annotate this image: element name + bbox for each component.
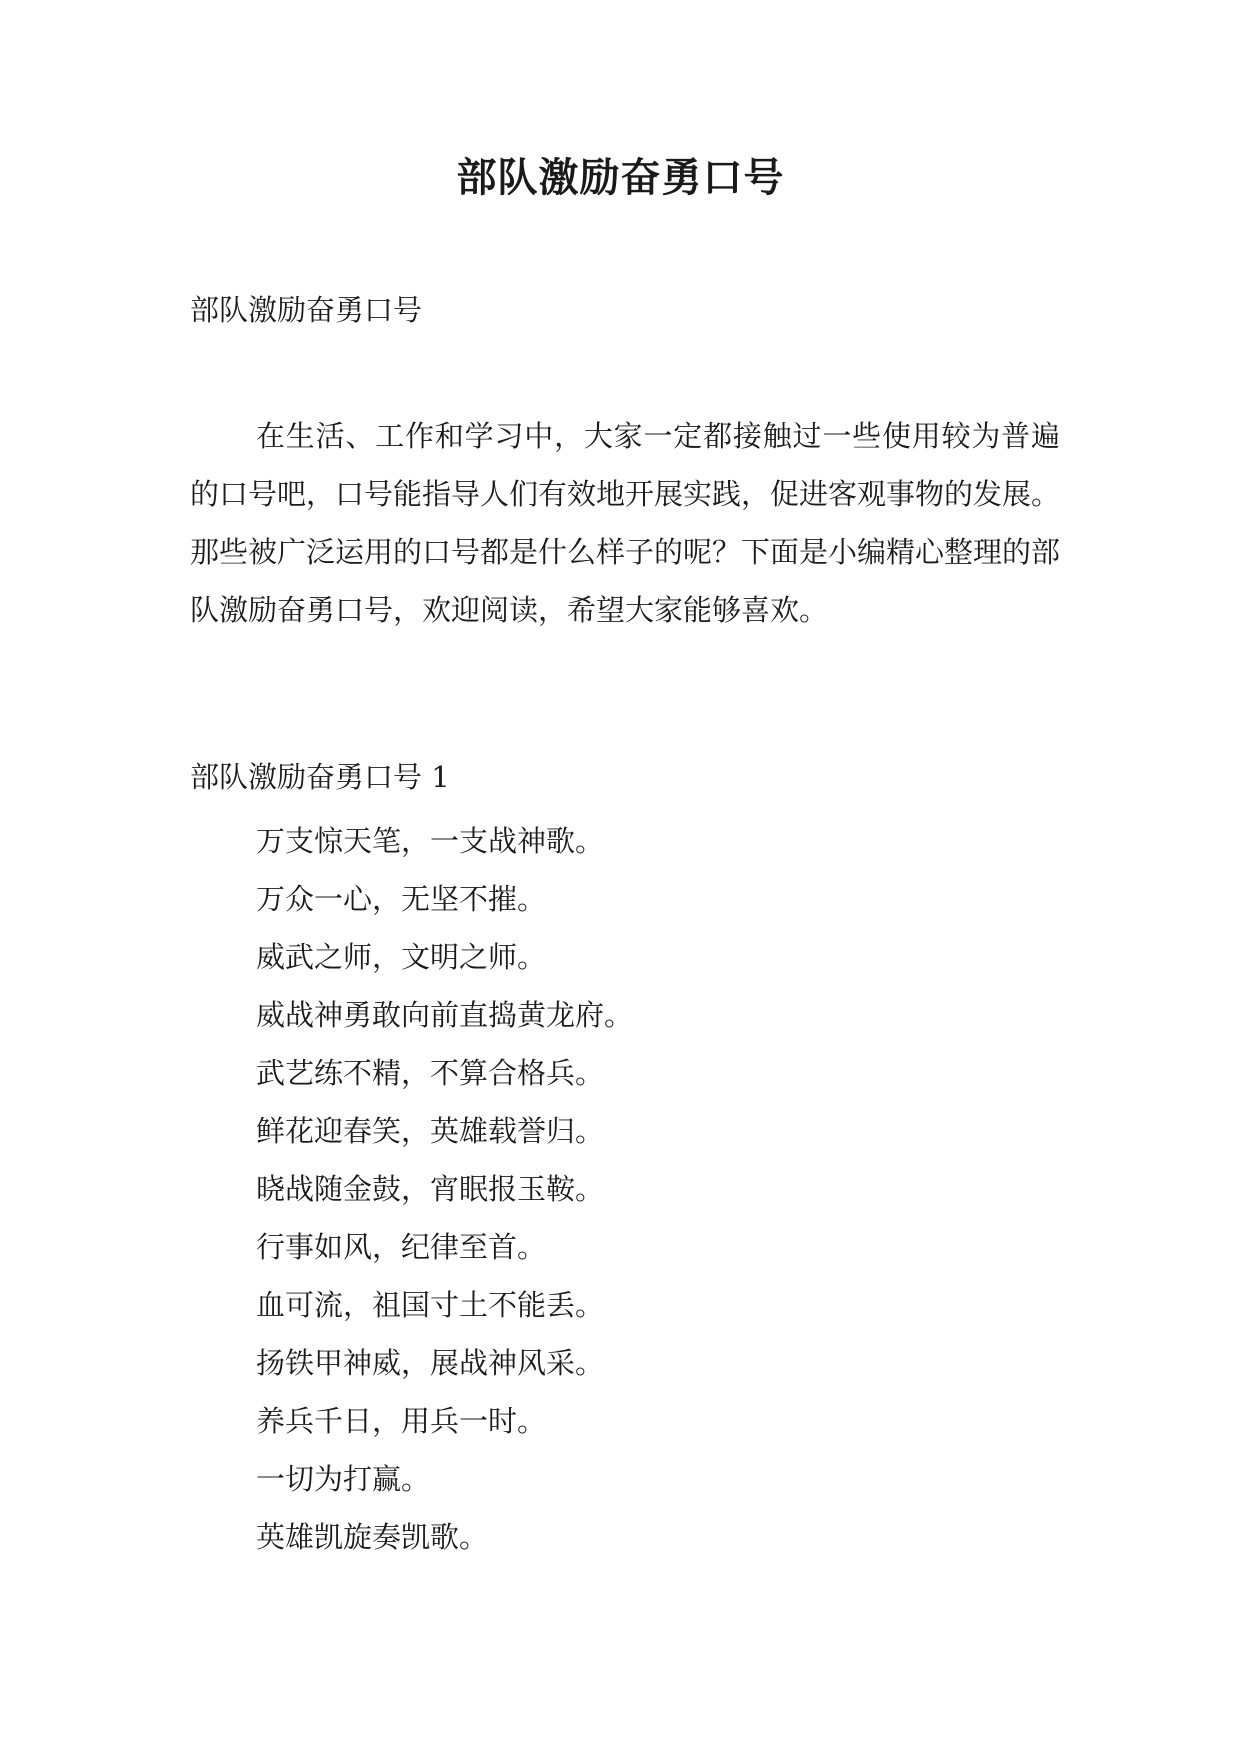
slogan-item: 威武之师，文明之师。 <box>256 940 547 974</box>
slogan-item: 武艺练不精，不算合格兵。 <box>256 1056 605 1090</box>
section-heading: 部队激励奋勇口号 1 <box>190 760 450 794</box>
document-title: 部队激励奋勇口号 <box>456 154 785 201</box>
intro-paragraph: 在生活、工作和学习中，大家一定都接触过一些使用较为普遍的口号吧，口号能指导人们有效地开展实践，促进客观事物的发展。那些被广泛运用的口号都是什么样子的呢？下面是小编精心整理的部队激励奋勇口号，欢迎阅读，希望大家能够喜欢。 <box>190 419 1061 627</box>
slogan-item: 血可流，祖国寸土不能丢。 <box>256 1288 605 1322</box>
slogan-item: 一切为打赢。 <box>256 1462 431 1496</box>
slogan-item: 万众一心，无坚不摧。 <box>256 882 547 916</box>
slogan-item: 晓战随金鼓，宵眠报玉鞍。 <box>256 1172 605 1206</box>
slogan-item: 威战神勇敢向前直捣黄龙府。 <box>256 998 634 1032</box>
slogan-item: 鲜花迎春笑，英雄载誉归。 <box>256 1114 605 1148</box>
document-subtitle: 部队激励奋勇口号 <box>190 293 423 327</box>
slogan-item: 养兵千日，用兵一时。 <box>256 1404 547 1438</box>
slogan-item: 万支惊天笔，一支战神歌。 <box>256 824 605 858</box>
slogan-item: 英雄凯旋奏凯歌。 <box>256 1520 489 1554</box>
slogan-list <box>256 812 633 1566</box>
slogan-item: 扬铁甲神威，展战神风采。 <box>256 1346 605 1380</box>
slogan-item: 行事如风，纪律至首。 <box>256 1230 547 1264</box>
